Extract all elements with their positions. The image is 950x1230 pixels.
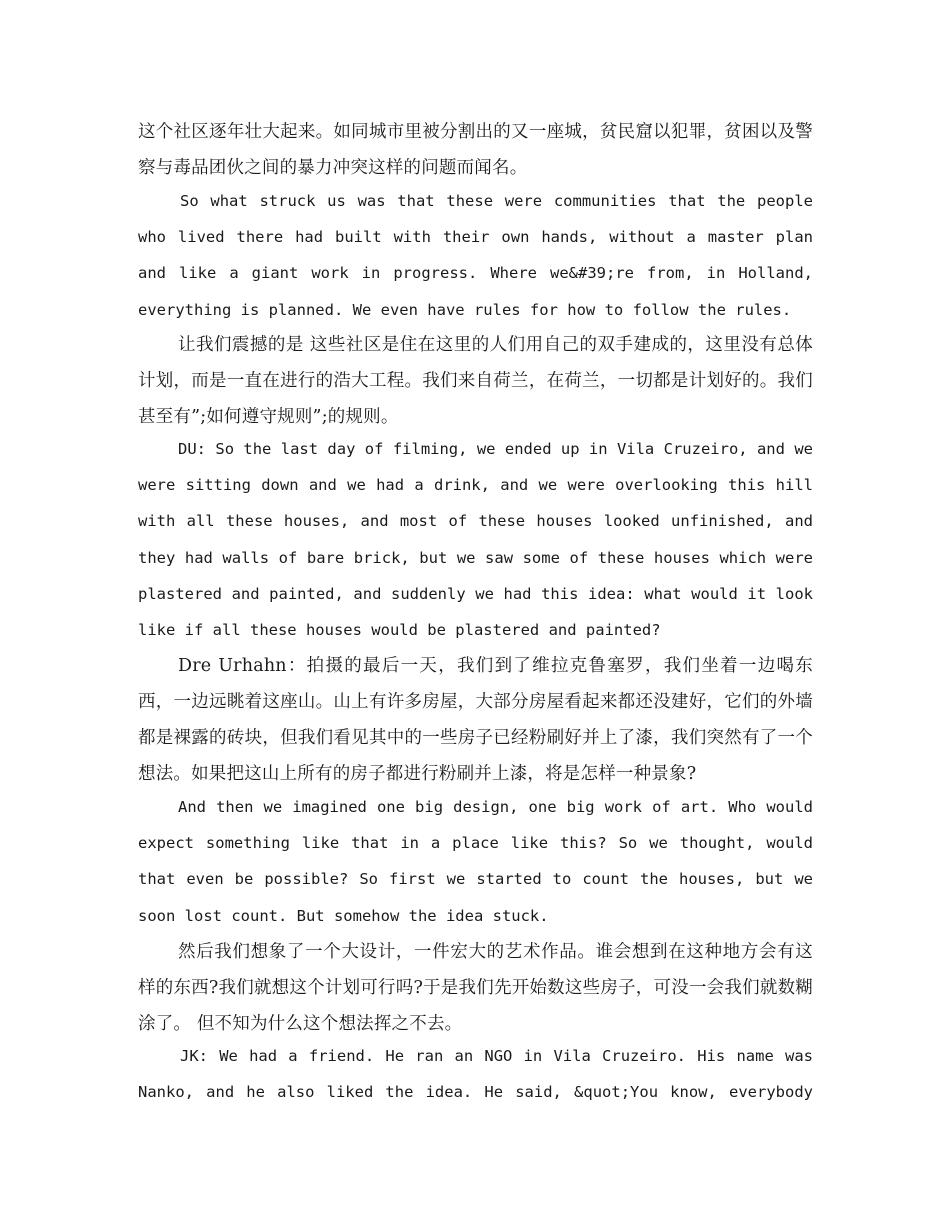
paragraph-4: DU: So the last day of filming, we ended up in Vila Cruzeiro, and we were sitting down and we had a drink, and we were overlooking this hill with all these houses, and most of these houses looked unfinished, and they had walls of bare brick, but we saw some of these houses which were plastered and painted, and suddenly we had this idea: what would it look like if all these houses would be plastered and painted? <box>138 440 813 640</box>
paragraph-8: JK: We had a friend. He ran an NGO in Vila Cruzeiro. His name was Nanko, and he also liked the idea. He said, &quot;You know, everybody <box>138 1047 813 1102</box>
paragraph-6: And then we imagined one big design, one big work of art. Who would expect something like that in a place like this? So we thought, would that even be possible? So first we started to count the houses, but we soon lost count. But somehow the idea stuck. <box>138 798 813 925</box>
paragraph-1: 这个社区逐年壮大起来。如同城市里被分割出的又一座城，贫民窟以犯罪，贫困以及警察与毒品团伙之间的暴力冲突这样的问题而闻名。 <box>138 122 813 178</box>
paragraph-5: Dre Urhahn：拍摄的最后一天，我们到了维拉克鲁塞罗，我们坐着一边喝东西，一边远眺着这座山。山上有许多房屋，大部分房屋看起来都还没建好，它们的外墙都是裸露的砖块，但我们看见其中的一些房子已经粉刷好并上了漆，我们突然有了一个想法。如果把这山上所有的房子都进行粉刷并上漆，将是怎样一种景象? <box>138 656 813 784</box>
paragraph-2: So what struck us was that these were communities that the people who lived there had built with their own hands, without a master plan and like a giant work in progress. Where we&#39;re from, in Holland, everything is planned. We even have rules for how to follow the rules. <box>138 192 813 319</box>
paragraph-7: 然后我们想象了一个大设计，一件宏大的艺术作品。谁会想到在这种地方会有这样的东西?我们就想这个计划可行吗?于是我们先开始数这些房子，可没一会我们就数糊涂了。 但不知为什么这个想法挥之不去。 <box>138 942 813 1034</box>
paragraph-3: 让我们震撼的是 这些社区是住在这里的人们用自己的双手建成的，这里没有总体计划，而是一直在进行的浩大工程。我们来自荷兰，在荷兰，一切都是计划好的。我们甚至有”;如何遵守规则”;的规则。 <box>138 335 813 427</box>
